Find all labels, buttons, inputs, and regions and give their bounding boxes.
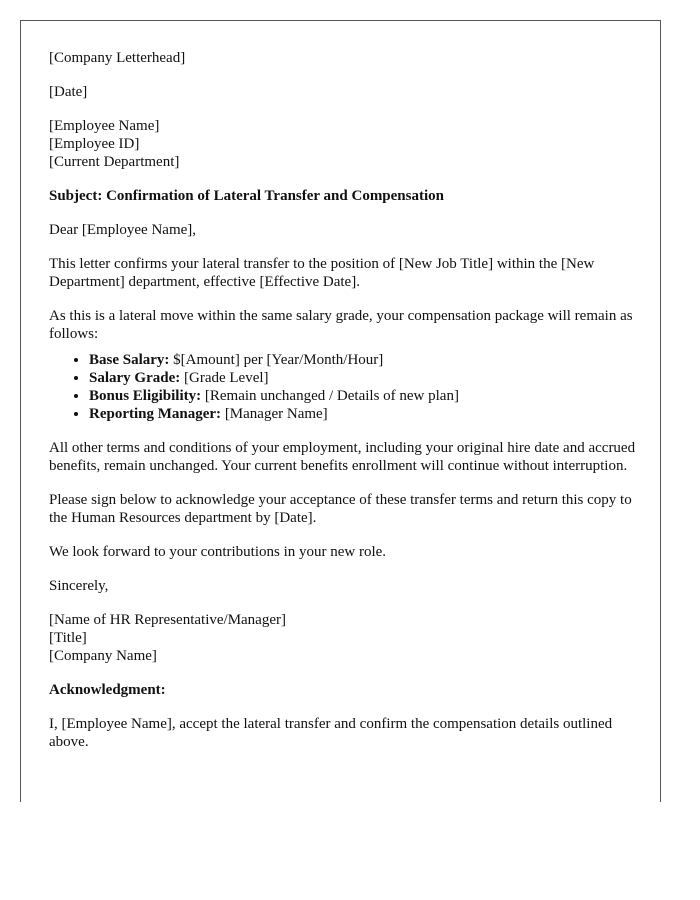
compensation-list [49,351,639,423]
signatory-company: [Company Name] [49,648,157,664]
signatory-title: [Title] [49,630,87,646]
signature-block [49,611,639,665]
salutation: Dear [Employee Name], [49,222,197,238]
recipient-block [49,117,639,171]
acknowledgment-heading: Acknowledgment: [49,682,166,698]
compensation-intro-paragraph: As this is a lateral move within the same salary grade, your compensation package will remain as follows: [49,308,633,342]
closing-remark: We look forward to your contributions in your new role. [49,544,387,560]
acknowledge-request-paragraph: Please sign below to acknowledge your acceptance of these transfer terms and return this copy to the Human Resources department by [Date]. [49,492,632,526]
term-value: $[Amount] per [Year/Month/Hour] [169,352,384,368]
term-label: Salary Grade: [89,370,181,386]
transfer-paragraph: This letter confirms your lateral transfer to the position of [New Job Title] within the [New Department] department, effective [Effective Date]. [49,256,595,290]
term-label: Base Salary: [89,352,170,368]
closing: Sincerely, [49,578,109,594]
term-label: Reporting Manager: [89,406,222,422]
list-item [89,387,639,405]
company-letterhead: [Company Letterhead] [49,50,186,66]
signatory-name: [Name of HR Representative/Manager] [49,612,286,628]
term-value: [Remain unchanged / Details of new plan] [201,388,459,404]
list-item [89,369,639,387]
employee-name: [Employee Name] [49,118,160,134]
term-value: [Grade Level] [180,370,269,386]
current-department: [Current Department] [49,154,180,170]
subject-line: Subject: Confirmation of Lateral Transfer and Compensation [49,188,444,204]
list-item [89,351,639,369]
list-item [89,405,639,423]
employee-id: [Employee ID] [49,136,140,152]
acknowledgment-text: I, [Employee Name], accept the lateral transfer and confirm the compensation details outlined above. [49,716,613,750]
letter-date: [Date] [49,84,88,100]
letter-page [20,20,661,802]
terms-paragraph: All other terms and conditions of your employment, including your original hire date and accrued benefits, remain unchanged. Your current benefits enrollment will continue without interruption. [49,440,636,474]
term-label: Bonus Eligibility: [89,388,202,404]
term-value: [Manager Name] [221,406,328,422]
letter-body [49,49,639,767]
